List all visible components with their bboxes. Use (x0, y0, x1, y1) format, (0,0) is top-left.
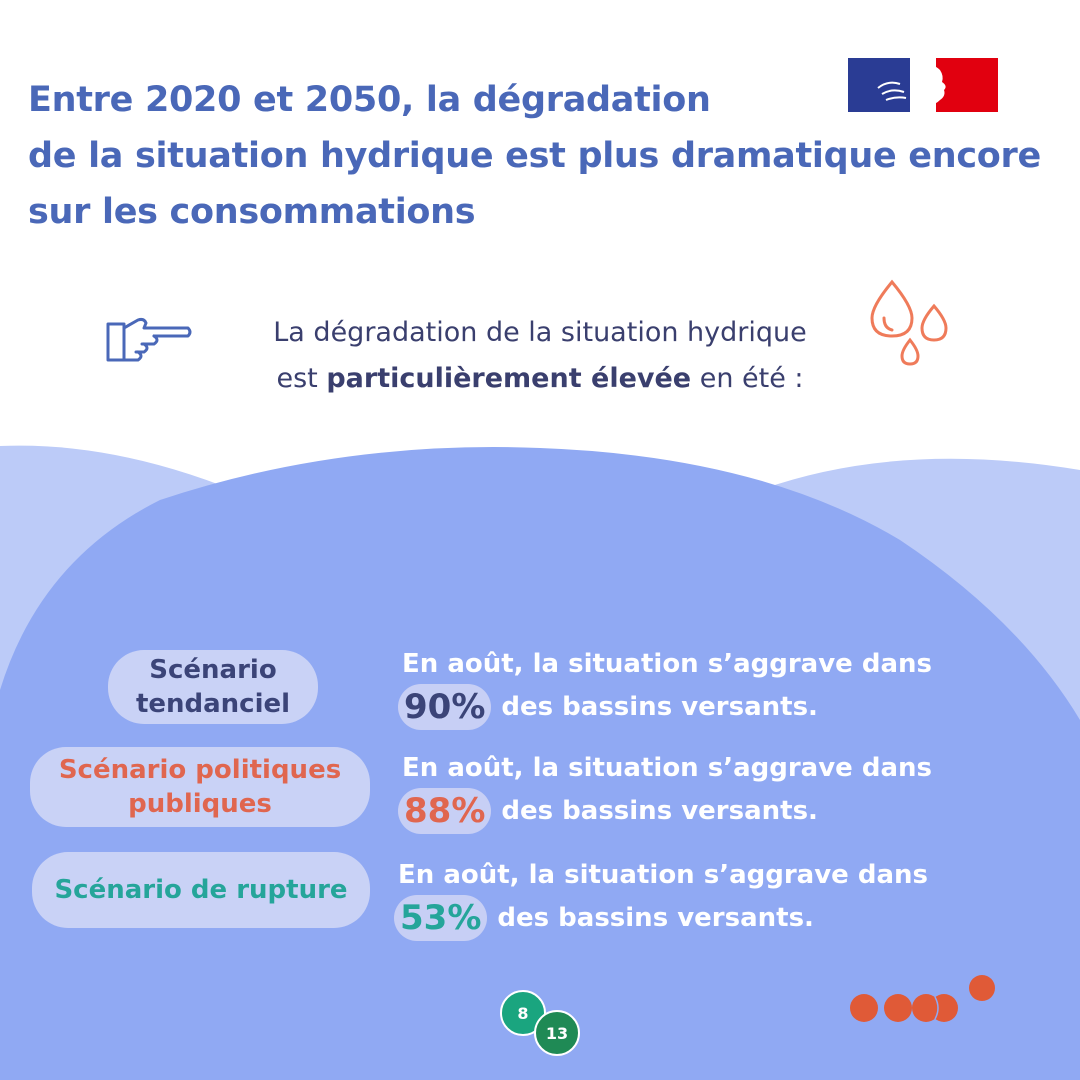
intro-line-2-post: en été : (691, 363, 804, 394)
scenario-1-text-line-2: des bassins versants. (501, 692, 818, 722)
intro-line-2-pre: est (276, 363, 327, 394)
scenario-label-tendanciel (108, 650, 318, 724)
scenario-2-text-line-1: En août, la situation s’aggrave dans (402, 753, 933, 783)
title-line-3: sur les consommations (28, 192, 476, 232)
scenario-2-label-line-2: publiques (128, 789, 272, 819)
dots-logo-icon (846, 972, 1002, 1026)
scenario-1-percent: 90% (398, 684, 491, 730)
scenario-2-text-line-2-row (402, 788, 932, 834)
intro-line-2-bold: particulièrement élevée (326, 363, 692, 394)
badge-13: 13 (534, 1010, 580, 1056)
scenario-1-statement (402, 646, 932, 730)
title-line-2: de la situation hydrique est plus dramatique encore (28, 136, 1041, 176)
scenario-2-percent: 88% (398, 788, 491, 834)
scenario-2-statement (402, 750, 932, 834)
pointing-hand-icon (104, 314, 194, 366)
scenario-1-label-line-2: tendanciel (135, 689, 291, 719)
scenario-3-text-line-2: des bassins versants. (497, 903, 814, 933)
title-line-1: Entre 2020 et 2050, la dégradation (28, 80, 711, 120)
scenario-3-statement (398, 857, 928, 941)
scenario-1-text-line-2-row (402, 684, 932, 730)
scenario-3-label-line-1: Scénario de rupture (54, 875, 348, 905)
scenario-2-label-line-1: Scénario politiques (58, 755, 342, 785)
intro-line-1: La dégradation de la situation hydrique (273, 317, 807, 348)
scenario-3-text-line-1: En août, la situation s’aggrave dans (398, 860, 929, 890)
intro-line-2 (200, 356, 880, 402)
intro-text (200, 310, 880, 402)
scenario-label-politiques-publiques (30, 747, 370, 827)
scenario-2-text-line-2: des bassins versants. (501, 796, 818, 826)
badge-8: 8 (500, 990, 546, 1036)
scenario-3-percent: 53% (394, 895, 487, 941)
marianne-logo-icon (848, 58, 998, 112)
scenario-label-rupture (32, 852, 370, 928)
scenario-3-text-line-2-row (398, 895, 928, 941)
scenario-1-label-line-1: Scénario (149, 655, 277, 685)
water-drops-icon (862, 278, 952, 370)
scenario-1-text-line-1: En août, la situation s’aggrave dans (402, 649, 933, 679)
